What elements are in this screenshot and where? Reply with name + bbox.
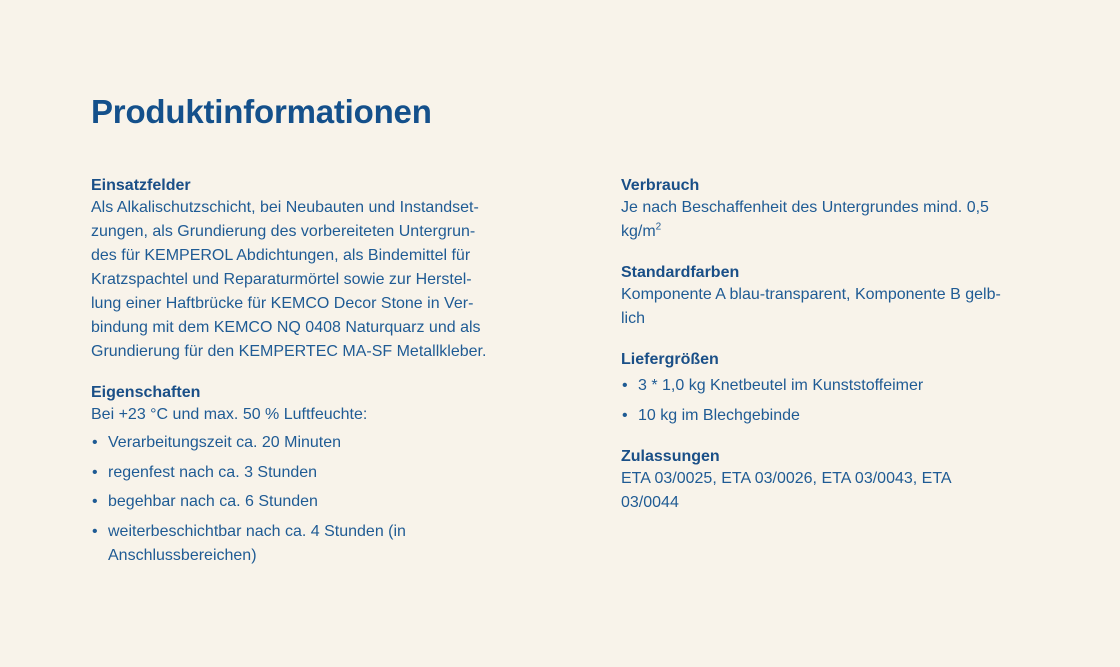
- text-line: lung einer Haftbrücke für KEMCO Decor Stone in Ver-: [91, 295, 474, 312]
- list-item-text: Verarbeitungszeit ca. 20 Minuten: [108, 434, 342, 451]
- list-item: [91, 520, 511, 568]
- section-eigenschaften: [91, 383, 511, 568]
- list-item-text: begehbar nach ca. 6 Stunden: [108, 493, 318, 510]
- text-line: Je nach Beschaffenheit des Untergrundes mind. 0,5: [621, 199, 989, 216]
- text-line: Kratzspachtel und Reparaturmörtel sowie zur Herstel-: [91, 271, 472, 288]
- bullet-icon: •: [92, 522, 98, 540]
- left-column: [91, 176, 511, 587]
- bullet-icon: •: [92, 434, 98, 451]
- intro-text: Bei +23 °C und max. 50 % Luftfeuchte:: [91, 406, 368, 423]
- text-line: 03/0044: [621, 493, 679, 511]
- list-item: [91, 461, 511, 485]
- text-line: lich: [621, 310, 646, 327]
- list-item-text-continued: Anschlussbereichen): [108, 546, 257, 564]
- unit-text: kg/m: [621, 223, 656, 240]
- unit-exponent: 2: [655, 221, 662, 233]
- section-standardfarben: [621, 263, 1031, 331]
- list-item: [91, 490, 511, 514]
- property-list: [91, 431, 511, 568]
- text-line: [621, 220, 1031, 244]
- bullet-icon: •: [92, 493, 98, 510]
- section-heading: Einsatzfelder: [91, 177, 191, 194]
- section-liefergroessen: [621, 350, 1031, 428]
- page-title: Produktinformationen: [91, 93, 432, 130]
- bullet-icon: •: [92, 463, 98, 481]
- right-column: [621, 176, 1031, 534]
- section-einsatzfelder: [91, 176, 511, 364]
- section-heading: Verbrauch: [621, 177, 700, 194]
- section-heading: Standardfarben: [621, 264, 740, 281]
- section-zulassungen: [621, 447, 1031, 515]
- text-line: bindung mit dem KEMCO NQ 0408 Naturquarz und als: [91, 319, 481, 336]
- section-heading: Eigenschaften: [91, 384, 201, 401]
- text-line: des für KEMPEROL Abdichtungen, als Bindemittel für: [91, 247, 471, 264]
- list-item: [91, 431, 511, 455]
- text-line: zungen, als Grundierung des vorbereiteten Untergrun-: [91, 223, 476, 240]
- bullet-icon: •: [622, 406, 628, 424]
- list-item-text: weiterbeschichtbar nach ca. 4 Stunden (in: [108, 522, 406, 540]
- list-item: [621, 404, 1031, 428]
- list-item-text: 3 * 1,0 kg Knetbeutel im Kunststoffeimer: [638, 377, 924, 394]
- bullet-icon: •: [622, 377, 628, 394]
- text-line: Grundierung für den KEMPERTEC MA-SF Metallkleber.: [91, 343, 487, 360]
- section-verbrauch: [621, 176, 1031, 244]
- size-list: [621, 374, 1031, 428]
- text-line: Als Alkalischutzschicht, bei Neubauten und Instandset-: [91, 199, 479, 216]
- list-item: [621, 374, 1031, 398]
- section-heading: Liefergrößen: [621, 351, 719, 368]
- list-item-text: regenfest nach ca. 3 Stunden: [108, 463, 318, 481]
- text-line: Komponente A blau-transparent, Komponente B gelb-: [621, 286, 1001, 303]
- text-line: ETA 03/0025, ETA 03/0026, ETA 03/0043, ETA: [621, 469, 952, 487]
- section-heading: Zulassungen: [621, 447, 720, 465]
- list-item-text: 10 kg im Blechgebinde: [638, 406, 800, 424]
